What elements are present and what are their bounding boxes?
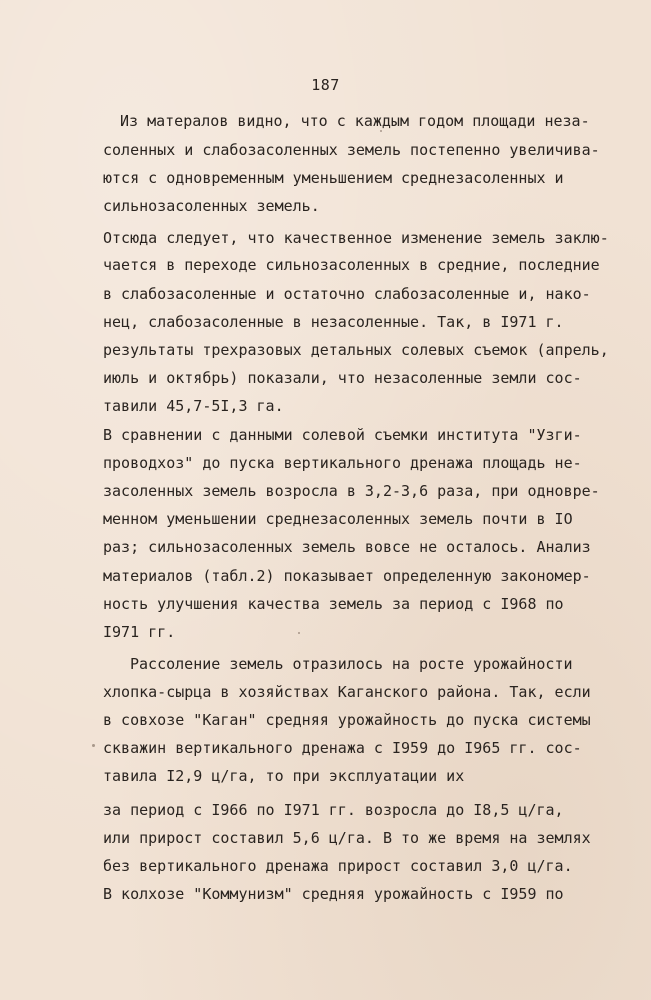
text-line: чается в переходе сильнозасоленных в средние, последние: [103, 256, 600, 274]
paper-speck: [380, 130, 382, 132]
page-number: 187: [311, 76, 340, 94]
text-line: ются с одновременным уменьшением среднезасоленных и: [103, 169, 564, 187]
text-line: в совхозе "Каган" средняя урожайность до пуска системы: [103, 711, 591, 729]
text-line: июль и октябрь) показали, что незасоленные земли сос-: [103, 369, 582, 387]
text-line: соленных и слабозасоленных земель постепенно увеличива-: [103, 141, 600, 159]
text-line: Рассоление земель отразилось на росте урожайности: [130, 655, 573, 673]
text-line: результаты трехразовых детальных солевых съемок (апрель,: [103, 341, 609, 359]
paper-speck: [92, 744, 95, 747]
text-line: менном уменьшении среднезасоленных земель почти в IO: [103, 510, 573, 528]
text-line: проводхоз" до пуска вертикального дренажа площадь не-: [103, 454, 582, 472]
text-line: хлопка-сырца в хозяйствах Каганского района. Так, если: [103, 683, 591, 701]
text-line: тавили 45,7-5I,3 га.: [103, 397, 284, 415]
text-line: в слабозасоленные и остаточно слабозасоленные и, нако-: [103, 285, 591, 303]
text-line: В колхозе "Коммунизм" средняя урожайность с I959 по: [103, 885, 564, 903]
text-line: В сравнении с данными солевой съемки института "Узги-: [103, 426, 582, 444]
paper-speck: [298, 632, 300, 634]
text-line: Из матерaлов видно, что с каждым годом площади неза-: [120, 112, 590, 130]
text-line: нец, слабозасоленные в незасоленные. Так, в I971 г.: [103, 313, 564, 331]
text-line: скважин вертикального дренажа с I959 до I965 гг. сос-: [103, 739, 582, 757]
text-line: за период с I966 по I971 гг. возросла до I8,5 ц/га,: [103, 801, 564, 819]
text-line: материалов (табл.2) показывает определенную закономер-: [103, 567, 591, 585]
text-line: или прирост составил 5,6 ц/га. В то же время на землях: [103, 829, 591, 847]
text-line: засоленных земель возросла в 3,2-3,6 раза, при одновре-: [103, 482, 600, 500]
text-line: I971 гг.: [103, 623, 176, 641]
text-line: ность улучшения качества земель за период с I968 по: [103, 595, 564, 613]
text-line: сильнозасоленных земель.: [103, 197, 320, 215]
text-line: без вертикального дренажа прирост составил 3,0 ц/га.: [103, 857, 573, 875]
text-line: Отсюда следует, что качественное изменение земель заклю-: [103, 229, 609, 247]
text-line: тавила I2,9 ц/га, то при эксплуатации их: [103, 767, 465, 785]
text-line: раз; сильнозасоленных земель вовсе не осталось. Анализ: [103, 538, 591, 556]
